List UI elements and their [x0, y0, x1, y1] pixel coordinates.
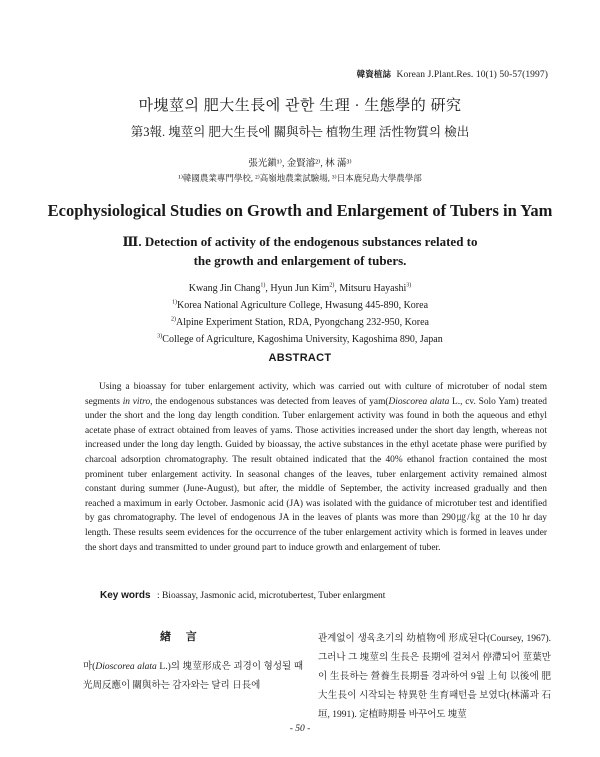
abstract-body [85, 380, 547, 555]
keywords [100, 590, 385, 601]
abstract-paragraph: Using a bioassay for tuber enlargement activity, which was carried out with culture of microtuber of nodal stem segments in vitro, the endogenous substances was detected from leaves of yam(Dioscorea alata L., cv. Solo Yam) treated under the short and the long day length condition. Tuber enlargement activity was found in both the aqueous and ethyl acetate phase of extract obtained from leaves of yams. Those activities increased under the short day length, whereas not increased under the long day length. Guided by bioassay, the active substances in the ethyl acetate phase were purified by charcoal adsorption chromatography. The result obtained indicated that the 40% ethanol fraction contained the most prominent tuber enlargement activity. In seasonal changes of the leaves, tuber enlargement activity remained almost constant during summer (June-August), but after, the middle of September, the activity increased gradually and then reached a maximum in early October. Jasmonic acid (JA) was isolated with the guidance of microtuber test and identified by gas chromatography. The level of endogenous JA in the leaves of plants was more than 290㎍/㎏ at the 10 hr day length. These results seem evidences for the occurrence of the tuber enlargement activity which is formed in leaves under the short days and transmitted to under ground part to induce growth and enlargement of tuber. [85, 382, 547, 553]
abstract-heading: ABSTRACT [268, 352, 332, 364]
species-name: Dioscorea alata [388, 396, 450, 407]
author-2-sup: 2) [329, 282, 335, 289]
author-3: , Mitsuru Hayashi [334, 283, 407, 294]
species-name: Dioscorea alata [95, 662, 157, 672]
english-title: Ecophysiological Studies on Growth and Enlargement of Tubers in Yam [47, 201, 553, 220]
journal-korean-name: 韓資植誌 [356, 69, 392, 79]
page-number: - 50 - [289, 724, 311, 734]
author-1-sup: 1) [260, 282, 266, 289]
introduction-heading: 緖 言 [160, 631, 203, 643]
keywords-label: Key words [100, 590, 151, 601]
korean-authors: 張光鎭¹⁾, 金賢濬²⁾, 林 滿³⁾ [248, 159, 352, 169]
author-block [0, 280, 600, 348]
right-column-paragraph: 관계없이 생육초기의 幼植物에 形成된다(Coursey, 1967). 그러나 그 塊莖의 生長은 長期에 걸쳐서 停滯되어 莖葉만이 生長하는 營養生長期를 경과하여 9월 上旬 以後에 肥大生長이 시작되는 特異한 生育패턴을 보였다(林滿과 石垣, 1991). 定植時期를 바꾸어도 塊莖 [318, 634, 551, 720]
left-column [83, 658, 303, 696]
left-column-paragraph: 마(Dioscorea alata L.)의 塊莖形成은 괴경이 형성될 때 光周反應이 關與하는 감자와는 달리 日長에 [83, 662, 303, 691]
affiliation-2: $^{2)}$Alpine Experiment Station, RDA, Pyongchang 232-950, Korea [170, 316, 429, 328]
journal-header [357, 68, 548, 80]
author-3-sup: 3) [406, 282, 412, 289]
affiliation-1: $^{1)}$Korea National Agriculture College, Hwasung 445-890, Korea [171, 299, 429, 311]
english-subtitle [60, 232, 540, 270]
keywords-text: Bioassay, Jasmonic acid, microtubertest, Tuber enlargment [161, 591, 386, 601]
author-2: , Hyun Jun Kim [265, 283, 330, 294]
korean-affiliations: ¹⁾韓國農業專門學校, ²⁾高嶺地農業試驗場, ³⁾日本鹿兒島大學農學部 [178, 173, 422, 183]
in-vitro-term: in vitro [122, 396, 151, 407]
keywords-separator: : [156, 591, 160, 601]
korean-subtitle: 第3報. 塊莖의 肥大生長에 關與하는 植物生理 活性物質의 檢出 [130, 125, 470, 139]
korean-title: 마塊莖의 肥大生長에 관한 生理 · 生態學的 硏究 [138, 98, 462, 114]
right-column [318, 630, 551, 725]
english-subtitle-line-1: Ⅲ. Detection of activity of the endogenous substances related to [122, 234, 478, 249]
english-subtitle-line-2: the growth and enlargement of tubers. [193, 253, 407, 268]
author-1: Kwang Jin Chang [188, 283, 261, 294]
journal-citation: Korean J.Plant.Res. 10(1) 50-57(1997) [396, 70, 548, 80]
affiliation-3: $^{3)}$College of Agriculture, Kagoshima University, Kagoshima 890, Japan [157, 333, 443, 345]
author-names [0, 280, 600, 297]
